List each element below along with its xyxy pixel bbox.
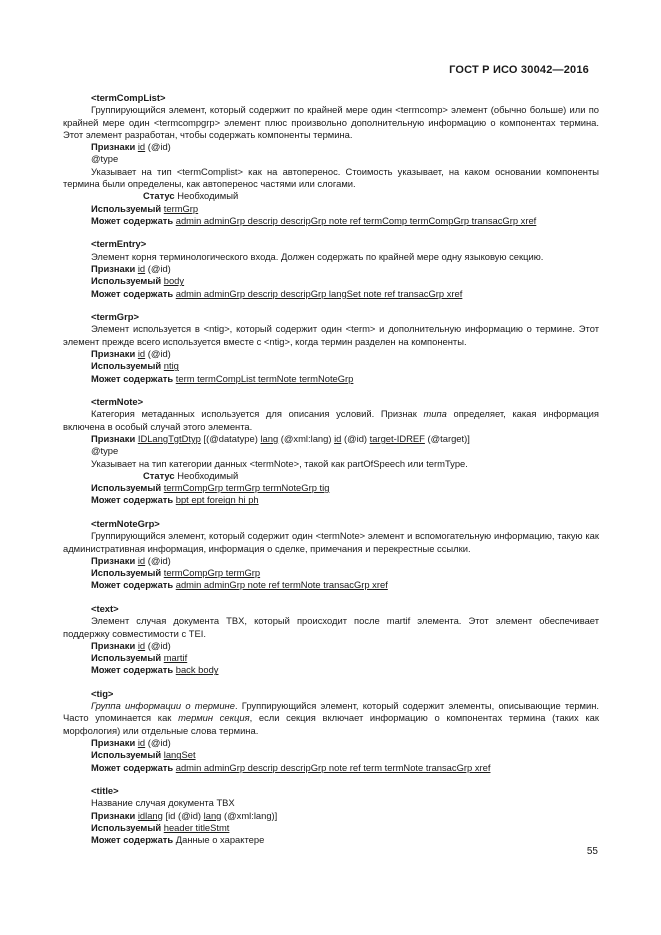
may-contain-row <box>63 373 599 385</box>
description-text: Категория метаданных используется для описания условий. Признак <box>91 408 424 420</box>
element-entry <box>63 238 599 299</box>
may-contain-row <box>63 288 599 300</box>
may-contain-row <box>63 215 599 227</box>
used-in-link[interactable]: martif <box>163 652 188 664</box>
element-name: <text> <box>91 602 119 614</box>
may-contain-link[interactable]: bpt ept foreign hi ph <box>175 494 259 506</box>
attribute-text: [(@datatype) <box>200 432 261 444</box>
may-contain-link[interactable]: admin adminGrp note ref termNote transacGrp xref <box>175 579 388 591</box>
status-value: Необходимый <box>177 469 239 481</box>
attribute-text: (@id) <box>145 141 171 153</box>
attribute-link[interactable]: IDLangTgtDtyp <box>137 432 201 444</box>
used-in-link[interactable]: ntig <box>163 360 179 372</box>
element-description <box>63 408 599 433</box>
attribute-text: [id (@id) <box>162 809 204 821</box>
attributes-row <box>63 640 599 652</box>
may-contain-label: Может содержать <box>91 579 174 591</box>
description-text: . Группирующийся элемент, который содержит элементы, описывающие термин. Часто упоминается как <box>63 700 600 724</box>
may-contain-label: Может содержать <box>91 664 174 676</box>
used-in-link[interactable]: langSet <box>163 749 196 761</box>
attribute-link[interactable]: id <box>137 263 146 275</box>
may-contain-label: Может содержать <box>91 494 174 506</box>
element-name: <termNote> <box>91 396 144 408</box>
used-in-row <box>63 360 599 372</box>
used-in-link[interactable]: termGrp <box>163 202 199 214</box>
description-text: определяет, какая информация включена в особый случай этого элемента. <box>63 408 599 432</box>
attribute-text: (@id) <box>145 554 171 566</box>
attributes-label: Признаки <box>91 263 136 275</box>
used-in-row <box>63 482 599 494</box>
element-entry <box>63 92 599 227</box>
element-description: Группирующийся элемент, который содержит один <termNote> элемент и вспомогательную информацию, такую как административная информация, информация о сделке, примечания и перекрестные ссылки. <box>63 530 599 554</box>
used-in-row <box>63 652 599 664</box>
attribute-link[interactable]: id <box>137 141 146 153</box>
element-entry <box>63 518 599 592</box>
used-in-label: Используемый <box>91 749 162 761</box>
attribute-text: (@xml:lang)] <box>221 809 278 821</box>
may-contain-link[interactable]: admin adminGrp descrip descripGrp note ref term termNote transacGrp xref <box>175 761 491 773</box>
element-description: Группирующийся элемент, который содержит по крайней мере один <termcomp> элемент (обычно больше) или по крайней мере один <termcompgrp> элемент плюс произвольно дополнительную информацию о компонентах термина. Этот элемент разработан, чтобы содержать компоненты термина. <box>63 104 599 140</box>
attributes-label: Признаки <box>91 141 136 153</box>
may-contain-label: Может содержать <box>91 834 174 846</box>
attribute-text: (@id) <box>145 639 171 651</box>
used-in-label: Используемый <box>91 652 162 664</box>
attributes-row <box>63 348 599 360</box>
attributes-row <box>63 263 599 275</box>
status-value: Необходимый <box>177 190 239 202</box>
description-text: , если секция включает информацию о компонентах термина (таких как морфология) или отдельные слова термина. <box>63 712 599 736</box>
attribute-link[interactable]: target-IDREF <box>369 432 425 444</box>
page-number: 55 <box>586 846 598 857</box>
may-contain-text: Данные о характере <box>175 834 265 846</box>
description-italic: Группа информации о термине <box>91 700 235 712</box>
may-contain-row <box>63 834 599 846</box>
used-in-link[interactable]: termCompGrp termGrp <box>163 567 261 579</box>
attributes-label: Признаки <box>91 737 136 749</box>
element-entry <box>63 603 599 677</box>
element-entry <box>63 396 599 507</box>
element-name: <termNoteGrp> <box>91 517 160 529</box>
attribute-link[interactable]: lang <box>203 809 222 821</box>
used-in-label: Используемый <box>91 202 162 214</box>
type-label: @type <box>91 153 119 165</box>
attribute-link[interactable]: idlang <box>137 809 163 821</box>
attributes-label: Признаки <box>91 348 136 360</box>
used-in-row <box>63 822 599 834</box>
may-contain-row <box>63 664 599 676</box>
element-description <box>63 700 599 737</box>
attributes-label: Признаки <box>91 554 136 566</box>
attribute-link[interactable]: id <box>137 737 146 749</box>
may-contain-row <box>63 494 599 506</box>
document-header: ГОСТ Р ИСО 30042—2016 <box>449 64 589 76</box>
element-entry <box>63 785 599 846</box>
status-label: Статус <box>143 190 175 202</box>
used-in-row <box>63 203 599 215</box>
element-name: <tig> <box>91 687 114 699</box>
element-name: <title> <box>91 785 119 797</box>
may-contain-link[interactable]: term termCompList termNote termNoteGrp <box>175 372 354 384</box>
used-in-row <box>63 275 599 287</box>
attribute-text: (@id) <box>145 263 171 275</box>
type-label: @type <box>91 445 119 457</box>
element-entry <box>63 688 599 774</box>
attribute-link[interactable]: id <box>137 554 146 566</box>
used-in-label: Используемый <box>91 482 162 494</box>
attributes-row <box>63 433 599 445</box>
attribute-text: (@id) <box>341 432 370 444</box>
attributes-row <box>63 810 599 822</box>
may-contain-link[interactable]: admin adminGrp descrip descripGrp note ref termComp termCompGrp transacGrp xref <box>175 214 537 226</box>
used-in-label: Используемый <box>91 567 162 579</box>
type-description: Указывает на тип <termComplist> как на автоперенос. Стоимость указывает, на каком основании компоненты термина были определены, как автоперенос частями или слогами. <box>63 165 599 190</box>
used-in-link[interactable]: body <box>163 275 185 287</box>
used-in-label: Используемый <box>91 275 162 287</box>
may-contain-label: Может содержать <box>91 214 174 226</box>
attribute-text: (@target)] <box>424 432 470 444</box>
description-italic: типа <box>423 408 447 420</box>
attributes-label: Признаки <box>91 809 136 821</box>
may-contain-label: Может содержать <box>91 761 174 773</box>
attributes-row <box>63 141 599 153</box>
used-in-label: Используемый <box>91 360 162 372</box>
used-in-link[interactable]: termCompGrp termGrp termNoteGrp tig <box>163 482 330 494</box>
attributes-row <box>63 737 599 749</box>
attribute-link[interactable]: id <box>137 639 146 651</box>
may-contain-link[interactable]: back body <box>175 664 219 676</box>
attribute-text: (@id) <box>145 348 171 360</box>
attributes-row <box>63 555 599 567</box>
used-in-row <box>63 567 599 579</box>
used-in-link[interactable]: header titleStmt <box>163 822 230 834</box>
attribute-text: (@id) <box>145 737 171 749</box>
may-contain-label: Может содержать <box>91 287 174 299</box>
may-contain-label: Может содержать <box>91 372 174 384</box>
element-name: <termGrp> <box>91 311 139 323</box>
document-body <box>63 92 599 847</box>
element-description: Элемент корня терминологического входа. Должен содержать по крайней мере одну языковую секцию. <box>91 250 544 262</box>
attribute-text: (@xml:lang) <box>278 432 335 444</box>
status-row <box>63 470 599 482</box>
type-description: Указывает на тип категории данных <termNote>, такой как partOfSpeech или termType. <box>91 457 468 469</box>
status-row <box>63 190 599 202</box>
attribute-link[interactable]: id <box>334 432 342 444</box>
may-contain-link[interactable]: admin adminGrp descrip descripGrp langSet note ref transacGrp xref <box>175 287 463 299</box>
element-description: Название случая документа TBX <box>91 797 235 809</box>
attributes-label: Признаки <box>91 432 136 444</box>
used-in-row <box>63 749 599 761</box>
used-in-label: Используемый <box>91 822 162 834</box>
attribute-link[interactable]: id <box>137 348 146 360</box>
attribute-link[interactable]: lang <box>260 432 279 444</box>
element-entry <box>63 311 599 385</box>
may-contain-row <box>63 579 599 591</box>
description-italic: термин секция <box>178 712 250 724</box>
may-contain-row <box>63 762 599 774</box>
status-label: Статус <box>143 469 175 481</box>
element-description: Элемент используется в <ntig>, который содержит один <term> и дополнительную информацию о термине. Этот элемент прежде всего используется вместе с <ntig>, когда термин разделен на компоненты. <box>63 323 599 347</box>
attributes-label: Признаки <box>91 639 136 651</box>
element-name: <termEntry> <box>91 238 147 250</box>
element-description: Элемент случая документа TBX, который происходит после martif элемента. Этот элемент обеспечивает поддержку совместимости с TEI. <box>63 615 599 639</box>
element-name: <termCompList> <box>91 92 166 103</box>
